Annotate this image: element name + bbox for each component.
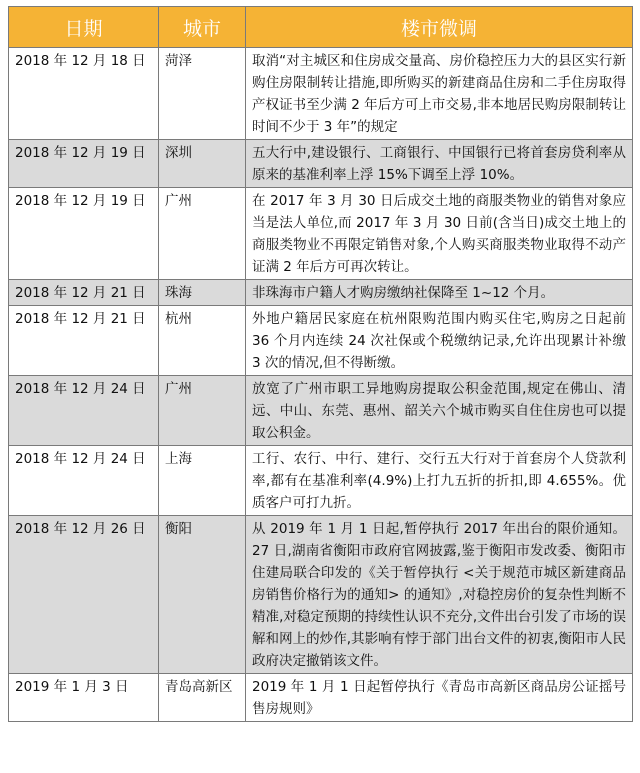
cell-city: 衡阳 bbox=[159, 516, 246, 674]
cell-city: 菏泽 bbox=[159, 48, 246, 140]
cell-date: 2018 年 12 月 21 日 bbox=[9, 306, 159, 376]
cell-policy: 五大行中,建设银行、工商银行、中国银行已将首套房贷利率从原来的基准利率上浮 15%下调至上浮 10%。 bbox=[246, 140, 633, 188]
cell-policy: 在 2017 年 3 月 30 日后成交土地的商服类物业的销售对象应当是法人单位,而 2017 年 3 月 30 日前(含当日)成交土地上的商服类物业不再限定销售对象,个人购买商服类物业取得不动产证满 2 年后方可再次转让。 bbox=[246, 188, 633, 280]
cell-date: 2018 年 12 月 24 日 bbox=[9, 446, 159, 516]
cell-date: 2018 年 12 月 26 日 bbox=[9, 516, 159, 674]
cell-date: 2018 年 12 月 21 日 bbox=[9, 280, 159, 306]
policy-table bbox=[8, 6, 633, 722]
cell-policy: 工行、农行、中行、建行、交行五大行对于首套房个人贷款利率,都有在基准利率(4.9%)上打九五折的折扣,即 4.655%。优质客户可打九折。 bbox=[246, 446, 633, 516]
cell-date: 2018 年 12 月 19 日 bbox=[9, 188, 159, 280]
cell-city: 深圳 bbox=[159, 140, 246, 188]
cell-date: 2018 年 12 月 24 日 bbox=[9, 376, 159, 446]
cell-city: 珠海 bbox=[159, 280, 246, 306]
table-row bbox=[9, 516, 633, 674]
header-city: 城市 bbox=[159, 7, 246, 48]
header-row bbox=[9, 7, 633, 48]
cell-city: 青岛高新区 bbox=[159, 674, 246, 722]
cell-policy: 放宽了广州市职工异地购房提取公积金范围,规定在佛山、清远、中山、东莞、惠州、韶关六个城市购买自住住房也可以提取公积金。 bbox=[246, 376, 633, 446]
table-row bbox=[9, 446, 633, 516]
table-row bbox=[9, 188, 633, 280]
cell-policy: 非珠海市户籍人才购房缴纳社保降至 1~12 个月。 bbox=[246, 280, 633, 306]
table-row bbox=[9, 306, 633, 376]
table-body bbox=[9, 48, 633, 722]
table-row bbox=[9, 48, 633, 140]
cell-policy: 取消“对主城区和住房成交量高、房价稳控压力大的县区实行新购住房限制转让措施,即所购买的新建商品住房和二手住房取得产权证书至少满 2 年后方可上市交易,非本地居民购房限制转让时间不少于 3 年”的规定 bbox=[246, 48, 633, 140]
cell-city: 广州 bbox=[159, 376, 246, 446]
cell-policy: 从 2019 年 1 月 1 日起,暂停执行 2017 年出台的限价通知。27 日,湖南省衡阳市政府官网披露,鉴于衡阳市发改委、衡阳市住建局联合印发的《关于暂停执行 <关于规范市城区新建商品房销售价格行为的通知> 的通知》,对稳控房价的复杂性判断不精准,对稳定预期的持续性认识不充分,文件出台引发了市场的误解和网上的炒作,其影响有悖于部门出台文件的初衷,衡阳市人民政府决定撤销该文件。 bbox=[246, 516, 633, 674]
cell-policy: 2019 年 1 月 1 日起暂停执行《青岛市高新区商品房公证摇号售房规则》 bbox=[246, 674, 633, 722]
table-row bbox=[9, 376, 633, 446]
cell-date: 2019 年 1 月 3 日 bbox=[9, 674, 159, 722]
cell-policy: 外地户籍居民家庭在杭州限购范围内购买住宅,购房之日起前 36 个月内连续 24 次社保或个税缴纳记录,允许出现累计补缴 3 次的情况,但不得断缴。 bbox=[246, 306, 633, 376]
table-row bbox=[9, 280, 633, 306]
cell-date: 2018 年 12 月 18 日 bbox=[9, 48, 159, 140]
table-row bbox=[9, 674, 633, 722]
cell-city: 上海 bbox=[159, 446, 246, 516]
cell-city: 广州 bbox=[159, 188, 246, 280]
header-policy: 楼市微调 bbox=[246, 7, 633, 48]
table-row bbox=[9, 140, 633, 188]
cell-city: 杭州 bbox=[159, 306, 246, 376]
header-date: 日期 bbox=[9, 7, 159, 48]
cell-date: 2018 年 12 月 19 日 bbox=[9, 140, 159, 188]
